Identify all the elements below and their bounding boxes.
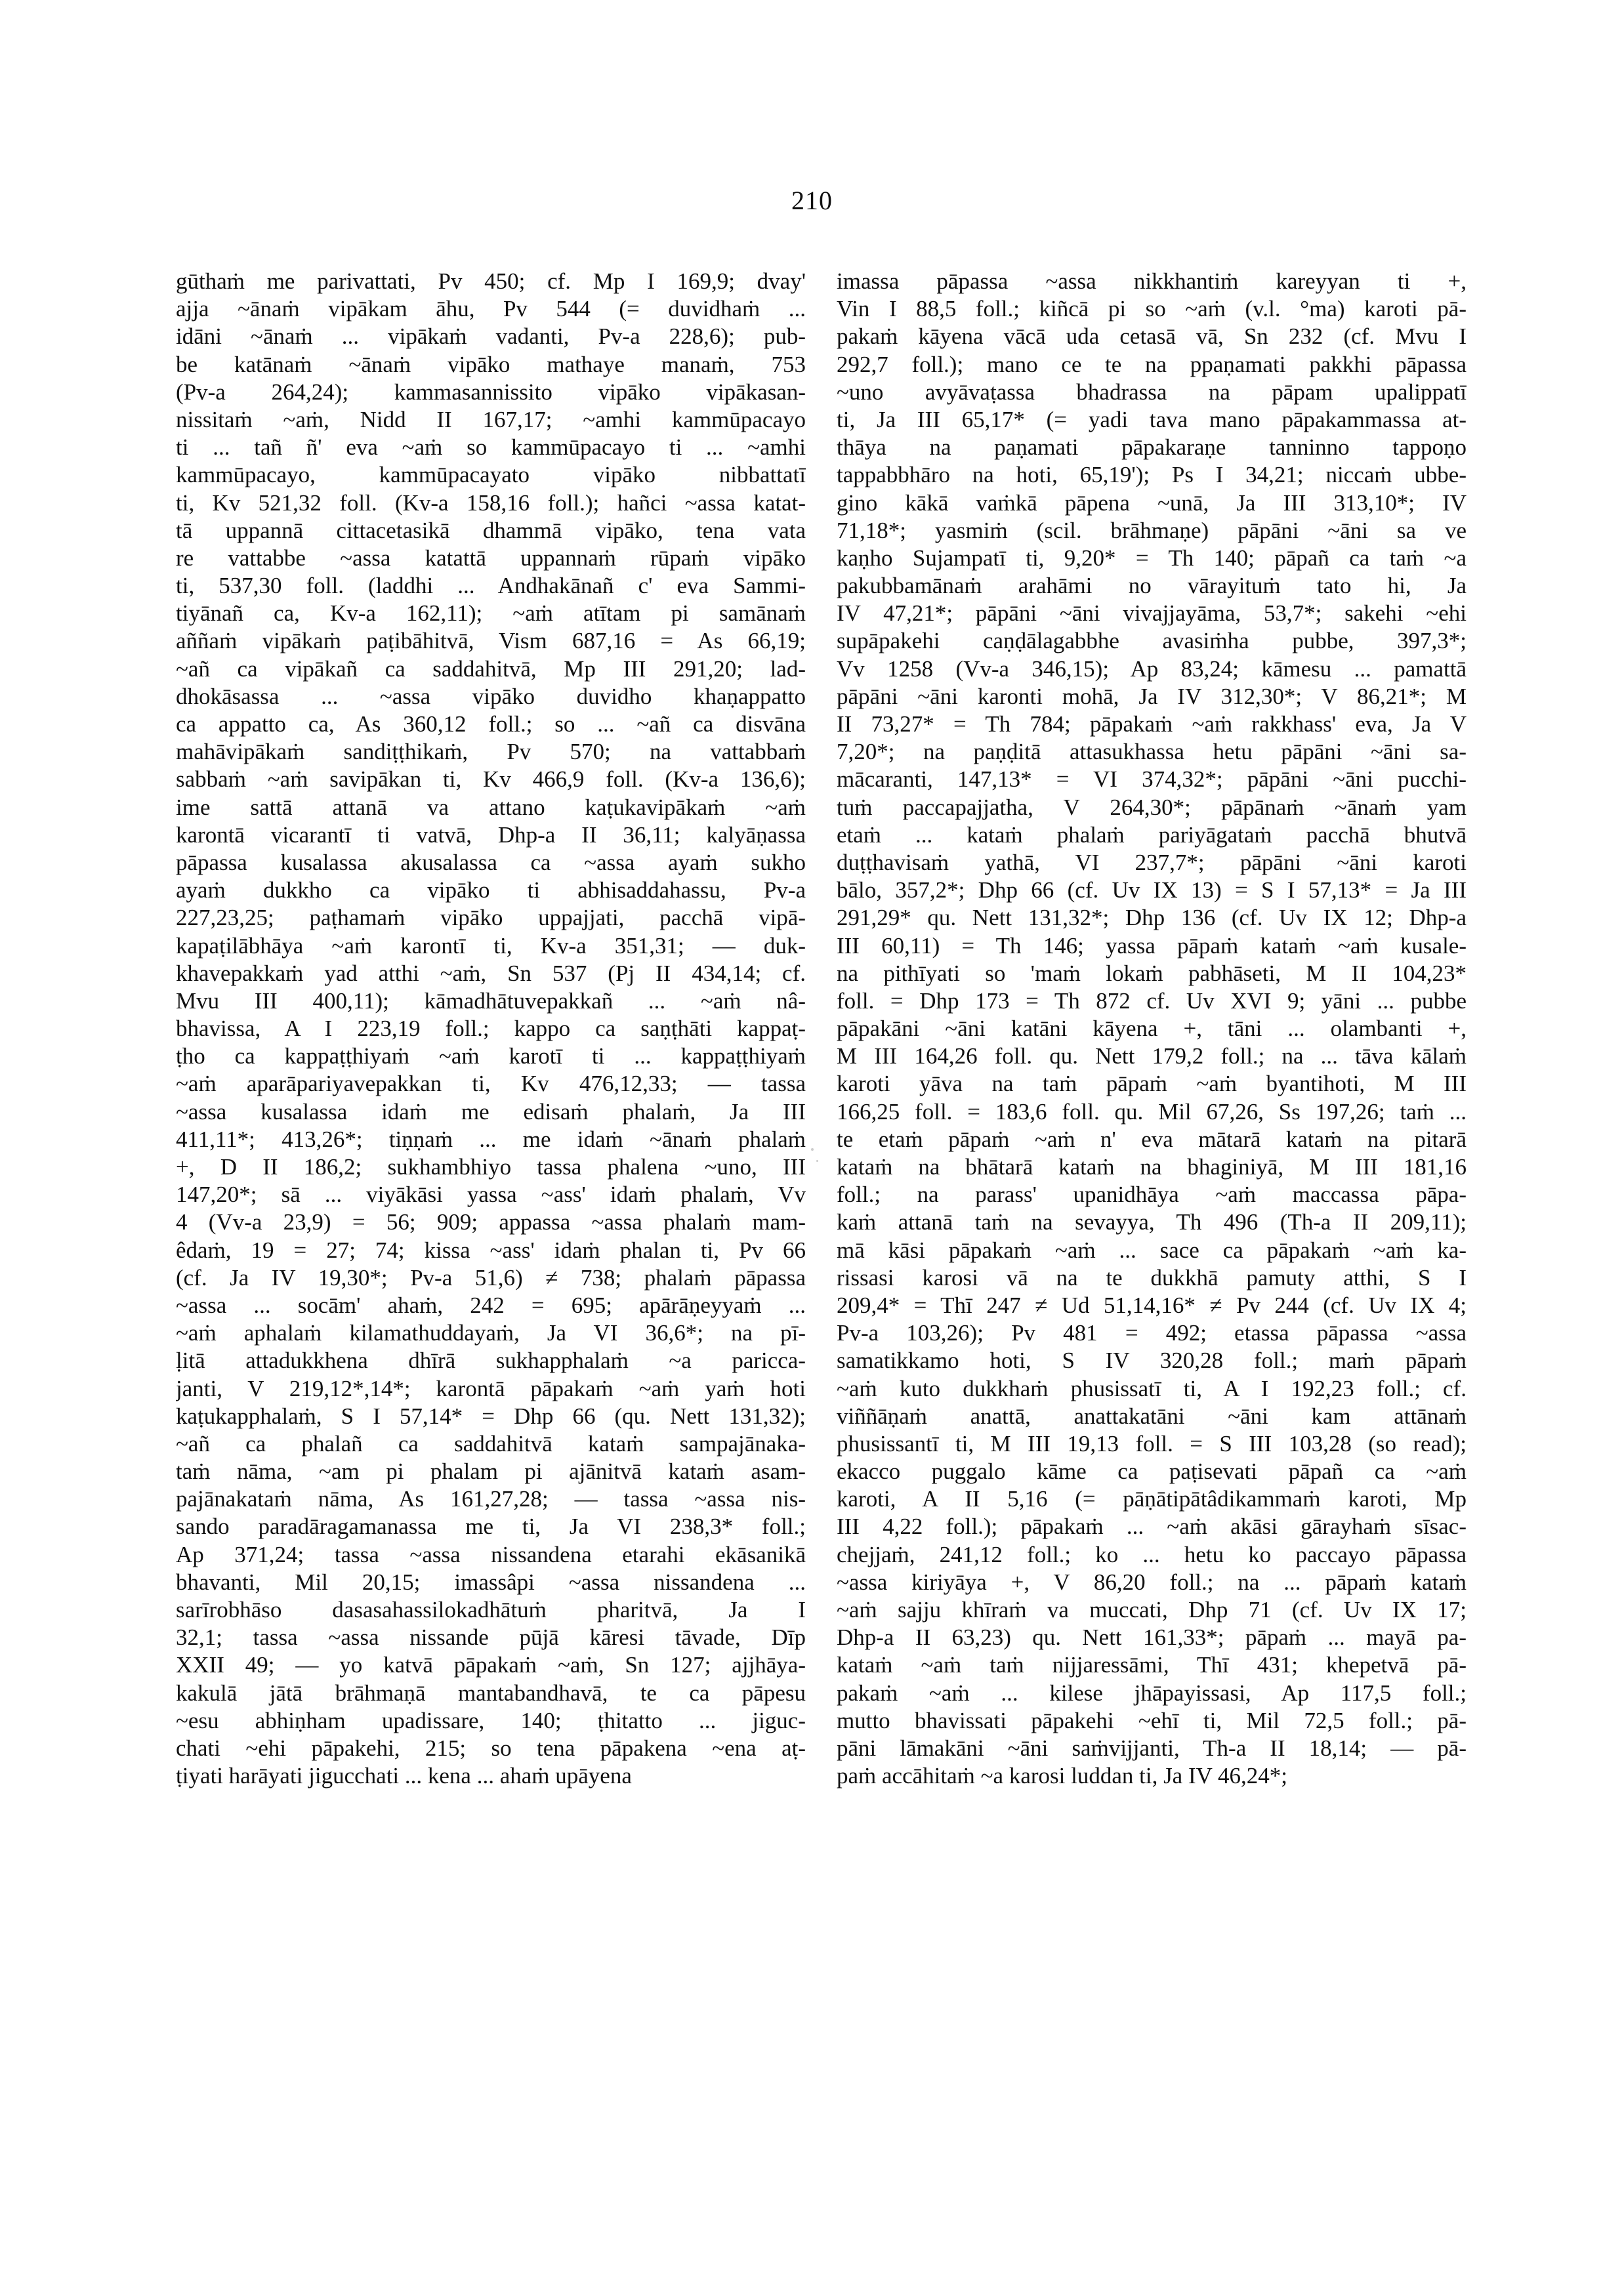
text-line: ti, Ja III 65,17* (= yadi tava mano pāpakammassa at-: [837, 406, 1467, 432]
text-line: Dhp-a II 63,23) qu. Nett 161,33*; pāpaṁ ... mayā pa-: [837, 1624, 1467, 1651]
text-line: taṁ nāma, ~am pi phalam pi ajānitvā kataṁ asam-: [176, 1458, 806, 1485]
text-line: 147,20*; sā ... viyākāsi yassa ~ass' idaṁ phalaṁ, Vv: [176, 1182, 806, 1208]
text-line: na pithīyati so 'maṁ lokaṁ pabhāseti, M II 104,23*: [837, 960, 1467, 986]
text-line: Vin I 88,5 foll.; kiñcā pi so ~aṁ (v.l. °ma) karoti pā-: [837, 296, 1467, 322]
text-line: samatikkamo hoti, S IV 320,28 foll.; maṁ pāpaṁ: [837, 1348, 1467, 1374]
text-line: kataṁ ~aṁ taṁ nijjaressāmi, Thī 431; khepetvā pā-: [837, 1652, 1467, 1678]
text-line: ekacco puggalo kāme ca paṭisevati pāpañ ca ~aṁ: [837, 1458, 1467, 1485]
text-line: paṁ accāhitaṁ ~a karosi luddan ti, Ja IV 46,24*;: [837, 1763, 1287, 1789]
text-line: ~añ ca phalañ ca saddahitvā kataṁ sampajānaka-: [176, 1430, 806, 1457]
text-line: ~uno avyāvaṭassa bhadrassa na pāpam upalippatī: [837, 379, 1467, 405]
text-line: be katānaṁ ~ānaṁ vipāko mathaye manaṁ, 753: [176, 351, 806, 377]
text-line: 32,1; tassa ~assa nissande pūjā kāresi tāvade, Dīp: [176, 1624, 806, 1651]
text-line: tā uppannā cittacetasikā dhammā vipāko, tena vata: [176, 517, 806, 543]
text-line: (Pv-a 264,24); kammasannissito vipāko vipākasan-: [176, 379, 806, 405]
text-line: pāpāni ~āni karonti mohā, Ja IV 312,30*; V 86,21*; M: [837, 683, 1467, 709]
text-line: chati ~ehi pāpakehi, 215; so tena pāpakena ~ena aṭ-: [176, 1735, 806, 1761]
text-line: +, D II 186,2; sukhambhiyo tassa phalena ~uno, III: [176, 1154, 806, 1180]
text-line: pajānakataṁ nāma, As 161,27,28; — tassa ~assa nis-: [176, 1486, 806, 1512]
text-line: aññaṁ vipākaṁ paṭibāhitvā, Vism 687,16 = As 66,19;: [176, 628, 806, 654]
text-line: 71,18*; yasmiṁ (scil. brāhmaṇe) pāpāni ~āni sa ve: [837, 517, 1467, 543]
text-line: mācaranti, 147,13* = VI 374,32*; pāpāni ~āni pucchi-: [837, 766, 1467, 793]
text-line: sabbaṁ ~aṁ savipākan ti, Kv 466,9 foll. (Kv-a 136,6);: [176, 766, 806, 793]
text-line: tuṁ paccapajjatha, V 264,30*; pāpānaṁ ~ānaṁ yam: [837, 794, 1467, 820]
text-line: mutto bhavissati pāpakehi ~ehī ti, Mil 72,5 foll.; pā-: [837, 1707, 1467, 1733]
text-line: 292,7 foll.); mano ce te na ppaṇamati pakkhi pāpassa: [837, 351, 1467, 377]
text-line: sarīrobhāso dasasahassilokadhātuṁ pharitvā, Ja I: [176, 1597, 806, 1623]
text-line: sando paradāragamanassa me ti, Ja VI 238,3* foll.;: [176, 1514, 806, 1540]
text-line: 411,11*; 413,26*; tiṇṇaṁ ... me idaṁ ~ānaṁ phalaṁ: [176, 1126, 806, 1152]
text-line: II 73,27* = Th 784; pāpakaṁ ~aṁ rakkhass' eva, Ja V: [837, 711, 1467, 737]
text-line: êdaṁ, 19 = 27; 74; kissa ~ass' idaṁ phalan ti, Pv 66: [176, 1237, 806, 1263]
text-line: pakaṁ kāyena vācā uda cetasā vā, Sn 232 (cf. Mvu I: [837, 323, 1467, 350]
text-line: ca appatto ca, As 360,12 foll.; so ... ~añ ca disvāna: [176, 711, 806, 737]
text-line: Pv-a 103,26); Pv 481 = 492; etassa pāpassa ~assa: [837, 1320, 1467, 1346]
text-line: pāpakāni ~āni katāni kāyena +, tāni ... olambanti +,: [837, 1016, 1467, 1042]
text-line: ayaṁ dukkho ca vipāko ti abhisaddahassu, Pv-a: [176, 877, 806, 903]
text-line: (cf. Ja IV 19,30*; Pv-a 51,6) ≠ 738; phalaṁ pāpassa: [176, 1264, 806, 1291]
text-line: ṭiyati harāyati jigucchati ... kena ... ahaṁ upāyena: [176, 1763, 632, 1789]
text-line: gino kākā vaṁkā pāpena ~unā, Ja III 313,10*; IV: [837, 489, 1467, 516]
right-column: [837, 268, 1467, 1790]
text-line: 4 (Vv-a 23,9) = 56; 909; appassa ~assa phalaṁ mam-: [176, 1209, 806, 1235]
text-line: 209,4* = Thī 247 ≠ Ud 51,14,16* ≠ Pv 244 (cf. Uv IX 4;: [837, 1292, 1467, 1318]
text-line: phusissantī ti, M III 19,13 foll. = S III 103,28 (so read);: [837, 1430, 1467, 1457]
text-line: pakubbamānaṁ arahāmi no vārayituṁ tato hi, Ja: [837, 573, 1467, 599]
text-line: ajja ~ānaṁ vipākam āhu, Pv 544 (= duvidhaṁ ...: [176, 296, 806, 322]
text-line: III 4,22 foll.); pāpakaṁ ... ~aṁ akāsi gārayhaṁ sīsac-: [837, 1514, 1467, 1540]
text-line: ~assa ... socām' ahaṁ, 242 = 695; apārāṇeyyaṁ ...: [176, 1292, 806, 1318]
text-line: tappabbhāro na hoti, 65,19'); Ps I 34,21; niccaṁ ubbe-: [837, 462, 1467, 488]
text-line: ~esu abhiṇham upadissare, 140; ṭhitatto ... jiguc-: [176, 1707, 806, 1733]
text-line: supāpakehi caṇḍālagabbhe avasiṁha pubbe, 397,3*;: [837, 628, 1467, 654]
text-line: Mvu III 400,11); kāmadhātuvepakkañ ... ~aṁ nâ-: [176, 987, 806, 1014]
text-line: bhavanti, Mil 20,15; imassâpi ~assa nissandena ...: [176, 1569, 806, 1595]
text-line: pakaṁ ~aṁ ... kilese jhāpayissasi, Ap 117,5 foll.;: [837, 1680, 1467, 1706]
text-line: gūthaṁ me parivattati, Pv 450; cf. Mp I 169,9; dvay': [176, 268, 806, 294]
text-line: ~assa kusalassa idaṁ me edisaṁ phalaṁ, Ja III: [176, 1098, 806, 1125]
text-line: karoti, A II 5,16 (= pāṇātipātâdikammaṁ karoti, Mp: [837, 1486, 1467, 1512]
text-line: karontā vicarantī ti vatvā, Dhp-a II 36,11; kalyāṇassa: [176, 821, 806, 848]
left-column: [176, 268, 806, 1790]
text-line: etaṁ ... kataṁ phalaṁ pariyāgataṁ pacchā bhutvā: [837, 821, 1467, 848]
text-line: Ap 371,24; tassa ~assa nissandena etarahi ekāsanikā: [176, 1541, 806, 1567]
text-line: tiyānañ ca, Kv-a 162,11); ~aṁ atītam pi samānaṁ: [176, 600, 806, 627]
text-line: ~aṁ aparāpariyavepakkan ti, Kv 476,12,33; — tassa: [176, 1071, 806, 1097]
text-line: Vv 1258 (Vv-a 346,15); Ap 83,24; kāmesu ... pamattā: [837, 655, 1467, 682]
text-line: bhavissa, A I 223,19 foll.; kappo ca saṇṭhāti kappaṭ-: [176, 1016, 806, 1042]
text-line: XXII 49; — yo katvā pāpakaṁ ~aṁ, Sn 127; ajjhāya-: [176, 1652, 806, 1678]
scan-speck: [811, 1148, 814, 1151]
text-line: mā kāsi pāpakaṁ ~aṁ ... sace ca pāpakaṁ ~aṁ ka-: [837, 1237, 1467, 1263]
text-line: foll.; na parass' upanidhāya ~aṁ maccassa pāpa-: [837, 1182, 1467, 1208]
text-line: ṭho ca kappaṭṭhiyaṁ ~aṁ karotī ti ... kappaṭṭhiyaṁ: [176, 1043, 806, 1069]
text-line: IV 47,21*; pāpāni ~āni vivajjayāma, 53,7*; sakehi ~ehi: [837, 600, 1467, 627]
text-line: ime sattā attanā va attano kaṭukavipākaṁ ~aṁ: [176, 794, 806, 820]
text-line: kaṁ attanā taṁ na sevayya, Th 496 (Th-a II 209,11);: [837, 1209, 1467, 1235]
text-line: kataṁ na bhātarā kataṁ na bhaginiyā, M III 181,16: [837, 1154, 1467, 1180]
text-line: ti ... tañ ñ' eva ~aṁ so kammūpacayo ti ... ~amhi: [176, 434, 806, 461]
text-line: M III 164,26 foll. qu. Nett 179,2 foll.; na ... tāva kālaṁ: [837, 1043, 1467, 1069]
text-line: janti, V 219,12*,14*; karontā pāpakaṁ ~aṁ yaṁ hoti: [176, 1375, 806, 1401]
text-line: kaṇho Sujampatī ti, 9,20* = Th 140; pāpañ ca taṁ ~a: [837, 545, 1467, 571]
page-number: 210: [791, 186, 833, 215]
text-line: duṭṭhavisaṁ yathā, VI 237,7*; pāpāni ~āni karoti: [837, 849, 1467, 875]
text-line: ~aṁ kuto dukkhaṁ phusissatī ti, A I 192,23 foll.; cf.: [837, 1375, 1467, 1401]
text-line: 227,23,25; paṭhamaṁ vipāko uppajjati, pacchā vipā-: [176, 905, 806, 931]
text-line: kammūpacayo, kammūpacayato vipāko nibbattatī: [176, 462, 806, 488]
text-line: foll. = Dhp 173 = Th 872 cf. Uv XVI 9; yāni ... pubbe: [837, 987, 1467, 1014]
text-line: 7,20*; na paṇḍitā attasukhassa hetu pāpāni ~āni sa-: [837, 739, 1467, 765]
text-line: 291,29* qu. Nett 131,32*; Dhp 136 (cf. Uv IX 12; Dhp-a: [837, 905, 1467, 931]
scan-speck: [816, 1160, 818, 1162]
text-line: ~assa kiriyāya +, V 86,20 foll.; na ... pāpaṁ kataṁ: [837, 1569, 1467, 1595]
text-line: thāya na paṇamati pāpakaraṇe tanninno tappoṇo: [837, 434, 1467, 461]
text-line: viññāṇaṁ anattā, anattakatāni ~āni kam attānaṁ: [837, 1403, 1467, 1429]
text-line: bālo, 357,2*; Dhp 66 (cf. Uv IX 13) = S I 57,13* = Ja III: [837, 877, 1467, 903]
text-line: ~añ ca vipākañ ca saddahitvā, Mp III 291,20; lad-: [176, 655, 806, 682]
text-line: imassa pāpassa ~assa nikkhantiṁ kareyyan ti +,: [837, 268, 1467, 294]
text-line: khavepakkaṁ yad atthi ~aṁ, Sn 537 (Pj II 434,14; cf.: [176, 960, 806, 986]
text-line: chejjaṁ, 241,12 foll.; ko ... hetu ko paccayo pāpassa: [837, 1541, 1467, 1567]
text-line: pāni lāmakāni ~āni saṁvijjanti, Th-a II 18,14; — pā-: [837, 1735, 1467, 1761]
text-line: ḷitā attadukkhena dhīrā sukhapphalaṁ ~a paricca-: [176, 1348, 806, 1374]
text-line: nissitaṁ ~aṁ, Nidd II 167,17; ~amhi kammūpacayo: [176, 406, 806, 432]
text-line: kakulā jātā brāhmaṇā mantabandhavā, te ca pāpesu: [176, 1680, 806, 1706]
text-line: III 60,11) = Th 146; yassa pāpaṁ kataṁ ~aṁ kusale-: [837, 932, 1467, 959]
text-line: re vattabbe ~assa katattā uppannaṁ rūpaṁ vipāko: [176, 545, 806, 571]
text-line: ~aṁ aphalaṁ kilamathuddayaṁ, Ja VI 36,6*; na pī-: [176, 1320, 806, 1346]
text-line: mahāvipākaṁ sandiṭṭhikaṁ, Pv 570; na vattabbaṁ: [176, 739, 806, 765]
text-line: ~aṁ sajju khīraṁ va muccati, Dhp 71 (cf. Uv IX 17;: [837, 1597, 1467, 1623]
text-line: kapaṭilābhāya ~aṁ karontī ti, Kv-a 351,31; — duk-: [176, 932, 806, 959]
text-line: kaṭukapphalaṁ, S I 57,14* = Dhp 66 (qu. Nett 131,32);: [176, 1403, 806, 1429]
text-line: ti, Kv 521,32 foll. (Kv-a 158,16 foll.); hañci ~assa katat-: [176, 489, 806, 516]
text-line: dhokāsassa ... ~assa vipāko duvidho khaṇappatto: [176, 683, 806, 709]
text-line: idāni ~ānaṁ ... vipākaṁ vadanti, Pv-a 228,6); pub-: [176, 323, 806, 350]
text-line: te etaṁ pāpaṁ ~aṁ n' eva mātarā kataṁ na pitarā: [837, 1126, 1467, 1152]
text-line: karoti yāva na taṁ pāpaṁ ~aṁ byantihoti, M III: [837, 1071, 1467, 1097]
text-line: pāpassa kusalassa akusalassa ca ~assa ayaṁ sukho: [176, 849, 806, 875]
text-line: 166,25 foll. = 183,6 foll. qu. Mil 67,26, Ss 197,26; taṁ ...: [837, 1098, 1467, 1125]
text-line: rissasi karosi vā na te dukkhā pamuty atthi, S I: [837, 1264, 1467, 1291]
text-line: ti, 537,30 foll. (laddhi ... Andhakānañ c' eva Sammi-: [176, 573, 806, 599]
